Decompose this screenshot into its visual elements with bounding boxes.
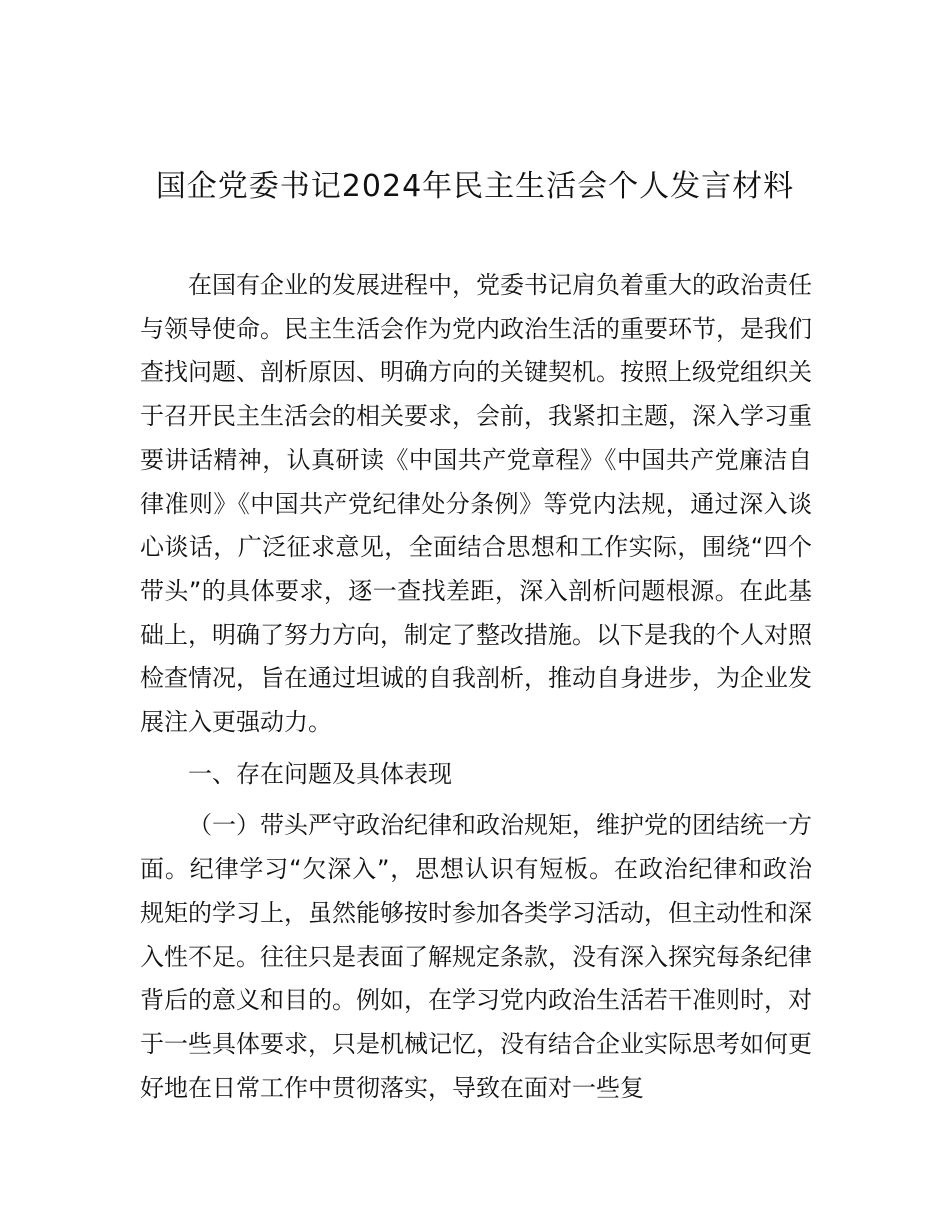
intro-paragraph: 在国有企业的发展进程中，党委书记肩负着重大的政治责任与领导使命。民主生活会作为党内政治生活的重要环节，是我们查找问题、剖析原因、明确方向的关键契机。按照上级党组织关于召开民主生活会的相关要求，会前，我紧扣主题，深入学习重要讲话精神，认真研读《中国共产党章程》《中国共产党廉洁自律准则》《中国共产党纪律处分条例》等党内法规，通过深入谈心谈话，广泛征求意见，全面结合思想和工作实际，围绕“四个带头”的具体要求，逐一查找差距，深入剖析问题根源。在此基础上，明确了努力方向，制定了整改措施。以下是我的个人对照检查情况，旨在通过坦诚的自我剖析，推动自身进步，为企业发展注入更强动力。 xyxy=(140,271,812,737)
subsection-paragraph: （一）带头严守政治纪律和政治规矩，维护党的团结统一方面。纪律学习“欠深入”，思想认识有短板。在政治纪律和政治规矩的学习上，虽然能够按时参加各类学习活动，但主动性和深入性不足。往往只是表面了解规定条款，没有深入探究每条纪律背后的意义和目的。例如，在学习党内政治生活若干准则时，对于一些具体要求，只是机械记忆，没有结合企业实际思考如何更好地在日常工作中贯彻落实，导致在面对一些复 xyxy=(140,811,812,1102)
document-title: 国企党委书记2024年民主生活会个人发言材料 xyxy=(155,169,795,204)
document-body xyxy=(140,264,812,1110)
section-heading: 一、存在问题及具体表现 xyxy=(188,759,452,788)
